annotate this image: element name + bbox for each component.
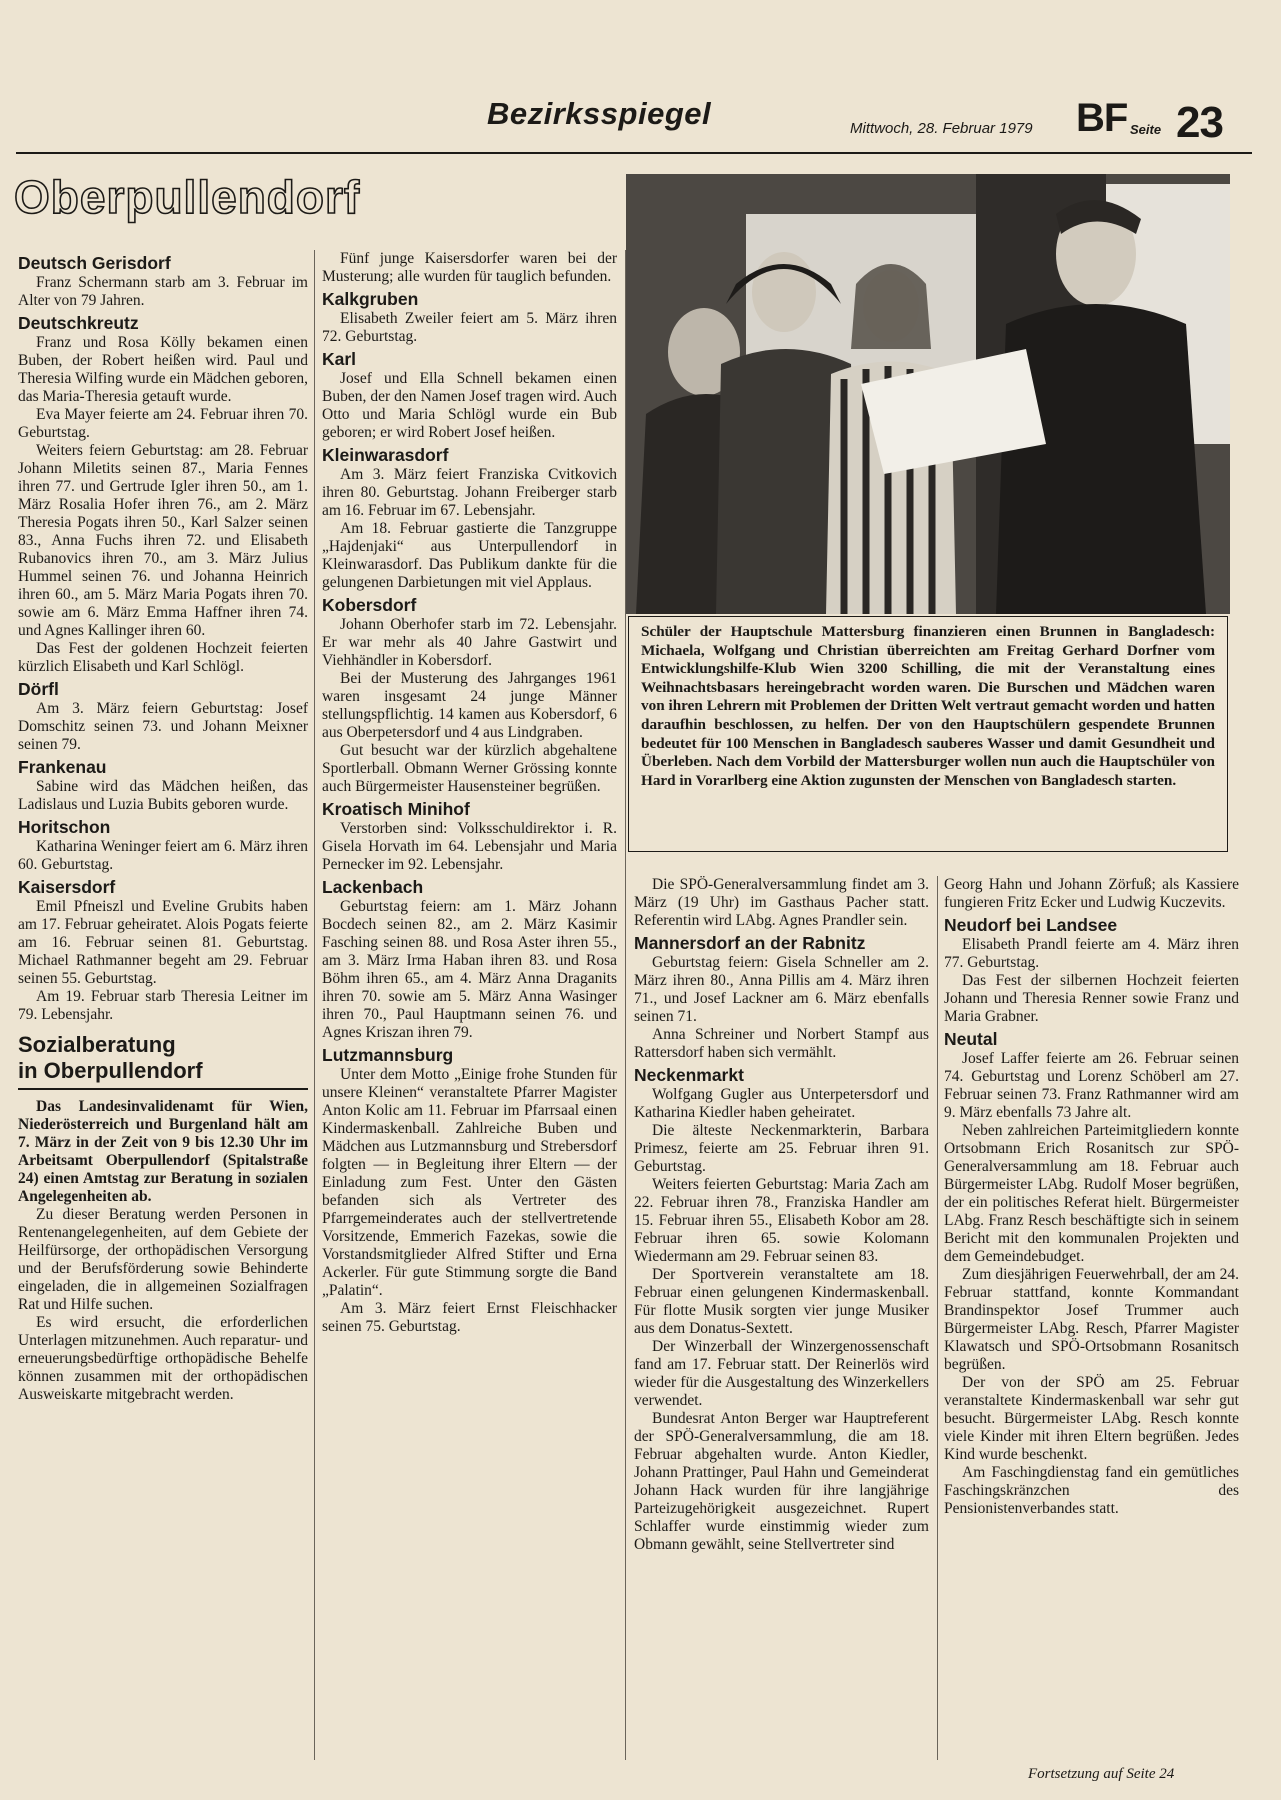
column-1 bbox=[18, 250, 308, 1404]
article-paragraph: Neben zahlreichen Parteimitgliedern konnte Ortsobmann Erich Rosanitsch zur SPÖ-Generalversammlung am 18. Februar auch Bürgermeister LAbg. Rudolf Moser begrüßen, der ein politisches Referat hielt. Bürgermeister LAbg. Franz Resch beschäftigte sich in seinem Bericht mit den kommunalen Projekten und dem Gemeindebudget. bbox=[944, 1122, 1239, 1265]
article-paragraph: Weiters feiern Geburtstag: am 28. Februar Johann Miletits seinen 87., Maria Fennes ihren 77. und Gertrude Igler ihren 50., am 1. März Rosalia Hofer ihren 76., am 2. März Theresia Pogats ihren 50., Karl Salzer seinen 83., Anna Fuchs ihren 72. und Elisabeth Rubanovics ihren 70., am 3. März Julius Hummel seinen 76. und Johanna Heinrich ihren 60., am 5. März Maria Pogats ihren 70. sowie am 6. März Emma Haffner ihren 74. und Agnes Kallinger ihren 60. bbox=[18, 442, 308, 639]
article-paragraph: Wolfgang Gugler aus Unterpetersdorf und Katharina Kiedler haben geheiratet. bbox=[634, 1086, 929, 1121]
article-paragraph: Elisabeth Prandl feierte am 4. März ihren 77. Geburtstag. bbox=[944, 936, 1239, 971]
place-heading: Kaisersdorf bbox=[18, 877, 116, 897]
article-paragraph: Geburtstag feiern: am 1. März Johann Bocdech seinen 82., am 2. März Kasimir Fasching seinen 88. und Rosa Aster ihren 55., am 3. März Irma Haban ihren 83. und Rosa Böhm ihren 65., am 4. März Anna Draganits ihren 70. sowie am 5. März Anna Wasinger ihren 70., Paul Hauptmann seinen 76. und Agnes Kriszan ihren 79. bbox=[322, 898, 617, 1041]
column-2 bbox=[322, 250, 617, 1336]
article-paragraph: Josef und Ella Schnell bekamen einen Buben, der den Namen Josef tragen wird. Auch Otto und Maria Schlögl wurde ein Bub geboren; er wird Robert Josef heißen. bbox=[322, 370, 617, 441]
article-paragraph: Anna Schreiner und Norbert Stampf aus Rattersdorf haben sich vermählt. bbox=[634, 1026, 929, 1061]
place-heading: Frankenau bbox=[18, 757, 107, 777]
page-label: Seite bbox=[1130, 122, 1162, 137]
article-paragraph: Katharina Weninger feiert am 6. März ihren 60. Geburtstag. bbox=[18, 838, 308, 873]
column-3 bbox=[634, 876, 929, 1554]
article-paragraph: Bei der Musterung des Jahrganges 1961 waren insgesamt 24 junge Männer stellungspflichtig. 14 kamen aus Kobersdorf, 6 aus Oberpetersdorf und 4 aus Lindgraben. bbox=[322, 670, 617, 741]
article-paragraph: Elisabeth Zweiler feiert am 5. März ihren 72. Geburtstag. bbox=[322, 310, 617, 345]
column-divider bbox=[937, 876, 938, 1760]
article-paragraph: Der Winzerball der Winzergenossenschaft fand am 17. Februar statt. Der Reinerlös wird wieder für die Ausgestaltung des Winzerkellers verwendet. bbox=[634, 1338, 929, 1409]
place-heading: Lutzmannsburg bbox=[322, 1045, 454, 1065]
article-paragraph: Die SPÖ-Generalversammlung findet am 3. März (19 Uhr) im Gasthaus Pacher statt. Referentin wird LAbg. Agnes Prandler sein. bbox=[634, 876, 929, 929]
article-paragraph: Franz und Rosa Kölly bekamen einen Buben, der Robert heißen wird. Paul und Theresia Wilfing wurde ein Mädchen geboren, das Maria-Theresia getauft wurde. bbox=[18, 334, 308, 405]
place-heading: Neckenmarkt bbox=[634, 1065, 744, 1085]
news-photo bbox=[626, 174, 1230, 614]
header-rule bbox=[16, 152, 1252, 154]
article-paragraph: Die älteste Neckenmarkterin, Barbara Primesz, feierte am 25. Februar ihren 91. Geburtstag. bbox=[634, 1122, 929, 1175]
continuation-note: Fortsetzung auf Seite 24 bbox=[1028, 1766, 1175, 1782]
article-paragraph: Gut besucht war der kürzlich abgehaltene Sportlerball. Obmann Werner Grössing konnte auch Bürgermeister Hausensteiner begrüßen. bbox=[322, 742, 617, 795]
header-title: Bezirksspiegel bbox=[487, 96, 712, 131]
page-number: 23 bbox=[1176, 98, 1223, 147]
place-heading: Dörfl bbox=[18, 679, 59, 699]
place-heading: Neudorf bei Landsee bbox=[944, 915, 1118, 935]
column-4 bbox=[944, 876, 1239, 1518]
place-heading: Kalkgruben bbox=[322, 289, 419, 309]
article-lead: Das Landesinvalidenamt für Wien, Niederösterreich und Burgenland hält am 7. März in der Zeit von 9 bis 12.30 Uhr im Arbeitsamt Oberpullendorf (Spitalstraße 24) einen Amtstag zur Beratung in sozialen Angelegenheiten ab. bbox=[18, 1098, 308, 1205]
article-paragraph: Der Sportverein veranstaltete am 18. Februar einen gelungenen Kindermaskenball. Für flotte Musik sorgten vier junge Musiker aus dem Donatus-Sextett. bbox=[634, 1266, 929, 1337]
article-paragraph: Eva Mayer feierte am 24. Februar ihren 70. Geburtstag. bbox=[18, 406, 308, 441]
box-headline bbox=[18, 1032, 308, 1084]
article-paragraph: Zum diesjährigen Feuerwehrball, der am 24. Februar stattfand, konnte Kommandant Brandinspektor Josef Trummer auch Bürgermeister LAbg. Resch, Pfarrer Magister Klawatsch und SPÖ-Ortsobmann Rosanitsch begrüßen. bbox=[944, 1266, 1239, 1373]
article-paragraph: Am 3. März feiert Franziska Cvitkovich ihren 80. Geburtstag. Johann Freiberger starb am 16. Februar im 67. Lebensjahr. bbox=[322, 466, 617, 519]
place-heading: Kobersdorf bbox=[322, 595, 417, 615]
box-headline-line-1: Sozialberatung bbox=[18, 1032, 176, 1057]
article-paragraph: Georg Hahn und Johann Zörfuß; als Kassiere fungieren Fritz Ecker und Ludwig Kuczevits. bbox=[944, 876, 1239, 911]
article-paragraph: Am 19. Februar starb Theresia Leitner im 79. Lebensjahr. bbox=[18, 988, 308, 1023]
photo-caption: Schüler der Hauptschule Mattersburg finanzieren einen Brunnen in Bangladesch: Michaela, Wolfgang und Christian überreichten am Freitag Gerhard Dorfner vom Entwicklungshilfe-Klub Wien 3200 Schilling, die mit der Veranstaltung eines Weihnachtsbasars hereingebracht worden waren. Die Burschen und Mädchen waren von ihren Lehrern mit Problemen der Dritten Welt vertraut gemacht worden und hatten daraufhin beschlossen, zu helfen. Der von den Hauptschülern gespendete Brunnen bedeutet für 100 Menschen in Bangladesch sauberes Wasser und damit Gesundheit und Überleben. Nach dem Vorbild der Mattersburger wollen nun auch die Hauptschüler von Hard in Vorarlberg eine Aktion zugunsten der Menschen von Bangladesch starten. bbox=[628, 616, 1228, 852]
article-paragraph: Sabine wird das Mädchen heißen, das Ladislaus und Luzia Bubits geboren wurde. bbox=[18, 778, 308, 813]
place-heading: Horitschon bbox=[18, 817, 111, 837]
place-heading: Deutschkreutz bbox=[18, 313, 139, 333]
place-heading: Mannersdorf an der Rabnitz bbox=[634, 933, 866, 953]
paper-logo: BF bbox=[1076, 96, 1128, 140]
article-paragraph: Am 3. März feiert Ernst Fleischhacker seinen 75. Geburtstag. bbox=[322, 1300, 617, 1335]
place-heading: Kroatisch Minihof bbox=[322, 799, 470, 819]
article-paragraph: Am Faschingdienstag fand ein gemütliches Faschingskränzchen des Pensionistenverbandes statt. bbox=[944, 1464, 1239, 1517]
header-date: Mittwoch, 28. Februar 1979 bbox=[850, 120, 1033, 137]
box-rule bbox=[18, 1088, 308, 1090]
article-paragraph: Weiters feierten Geburtstag: Maria Zach am 22. Februar ihren 78., Franziska Handler am 15. Februar ihren 55., Elisabeth Kobor am 28. Februar ihren 65. sowie Kolomann Wiedermann am 29. Februar seinen 83. bbox=[634, 1176, 929, 1265]
article-paragraph: Fünf junge Kaisersdorfer waren bei der Musterung; alle wurden für tauglich befunden. bbox=[322, 250, 617, 285]
column-divider bbox=[314, 250, 315, 1760]
article-paragraph: Emil Pfneiszl und Eveline Grubits haben am 17. Februar geheiratet. Alois Pogats feierte am 16. Februar seinen 81. Geburtstag. Michael Rathmanner begeht am 29. Februar seinen 55. Geburtstag. bbox=[18, 898, 308, 987]
article-paragraph: Der von der SPÖ am 25. Februar veranstaltete Kindermaskenball war sehr gut besucht. Bürgermeister LAbg. Resch konnte viele Kinder mit ihren Eltern begrüßen. Jedes Kind wurde beschenkt. bbox=[944, 1374, 1239, 1463]
article-paragraph: Verstorben sind: Volksschuldirektor i. R. Gisela Horvath im 64. Lebensjahr und Maria Pernecker im 92. Lebensjahr. bbox=[322, 820, 617, 873]
article-paragraph: Es wird ersucht, die erforderlichen Unterlagen mitzunehmen. Auch reparatur- und erneuerungsbedürftige orthopädische Behelfe können zusammen mit der orthopädischen Ausweiskarte mitgebracht werden. bbox=[18, 1314, 308, 1403]
article-paragraph: Josef Laffer feierte am 26. Februar seinen 74. Geburtstag und Lorenz Schöberl am 27. Februar seinen 73. Franz Rathmanner wird am 9. März ebenfalls 73 Jahre alt. bbox=[944, 1050, 1239, 1121]
article-paragraph: Das Fest der silbernen Hochzeit feierten Johann und Theresia Renner sowie Franz und Maria Grabner. bbox=[944, 972, 1239, 1025]
article-paragraph: Zu dieser Beratung werden Personen in Rentenangelegenheiten, auf dem Gebiete der Heilfürsorge, der orthopädischen Versorgung und der Berufsförderung sowie Behinderte eingeladen, die in allgemeinen Sozialfragen Rat und Hilfe suchen. bbox=[18, 1206, 308, 1313]
section-title: Oberpullendorf bbox=[14, 171, 361, 223]
article-paragraph: Geburtstag feiern: Gisela Schneller am 2. März ihren 80., Anna Pillis am 4. März ihren 71., und Josef Lackner am 6. März ebenfalls seinen 71. bbox=[634, 954, 929, 1025]
article-paragraph: Am 3. März feiern Geburtstag: Josef Domschitz seinen 73. und Johann Meixner seinen 79. bbox=[18, 700, 308, 753]
box-headline-line-2: in Oberpullendorf bbox=[18, 1058, 203, 1083]
article-paragraph: Johann Oberhofer starb im 72. Lebensjahr. Er war mehr als 40 Jahre Gastwirt und Viehhändler in Kobersdorf. bbox=[322, 616, 617, 669]
place-heading: Karl bbox=[322, 349, 357, 369]
article-paragraph: Am 18. Februar gastierte die Tanzgruppe „Hajdenjaki“ aus Unterpullendorf in Kleinwarasdorf. Das Publikum dankte für die gelungenen Darbietungen mit viel Applaus. bbox=[322, 520, 617, 591]
place-heading: Neutal bbox=[944, 1029, 998, 1049]
article-paragraph: Das Fest der goldenen Hochzeit feierten kürzlich Elisabeth und Karl Schlögl. bbox=[18, 640, 308, 675]
place-heading: Kleinwarasdorf bbox=[322, 445, 449, 465]
article-paragraph: Unter dem Motto „Einige frohe Stunden für unsere Kleinen“ veranstaltete Pfarrer Magister Anton Kolic am 11. Februar im Pfarrsaal einen Kindermaskenball. Zahlreiche Buben und Mädchen aus Lutzmannsburg und Strebersdorf folgten — in Begleitung ihrer Eltern — der Einladung zum Fest. Unter den Gästen befanden sich als Vertreter des Pfarrgemeinderates auch der stellvertretende Vorsitzende, Emmerich Fazekas, sowie die Vorstandsmitglieder Alfred Stifter und Erna Ackerler. Für gute Stimmung sorgte die Band „Palatin“. bbox=[322, 1066, 617, 1299]
article-paragraph: Bundesrat Anton Berger war Hauptreferent der SPÖ-Generalversammlung, die am 18. Februar abgehalten wurde. Anton Kiedler, Johann Prattinger, Paul Hahn und Gemeinderat Johann Hack wurden für ihre langjährige Parteizugehörigkeit ausgezeichnet. Rupert Schlaffer wurde einstimmig wieder zum Obmann gewählt, seine Stellvertreter sind bbox=[634, 1410, 929, 1553]
place-heading: Deutsch Gerisdorf bbox=[18, 253, 171, 273]
place-heading: Lackenbach bbox=[322, 877, 424, 897]
article-paragraph: Franz Schermann starb am 3. Februar im Alter von 79 Jahren. bbox=[18, 274, 308, 309]
photo-illustration bbox=[626, 174, 1230, 614]
